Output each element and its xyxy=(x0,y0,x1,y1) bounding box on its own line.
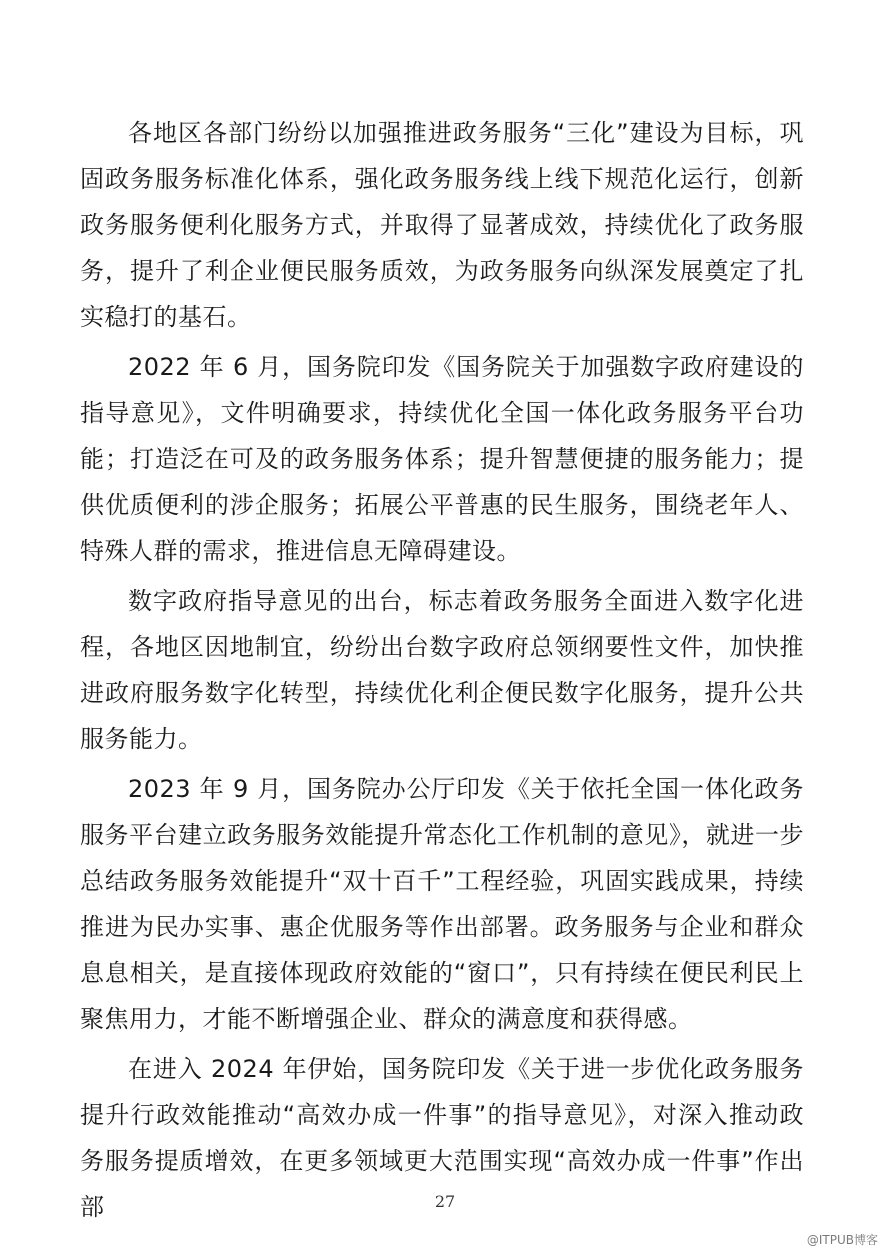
paragraph: 2023 年 9 月，国务院办公厅印发《关于依托全国一体化政务服务平台建立政务服务效能提升常态化工作机制的意见》，就进一步总结政务服务效能提升“双十百千”工程经验，巩固实践成果，持续推进为民办实事、惠企优服务等作出部署。政务服务与企业和群众息息相关，是直接体现政府效能的“窗口”，只有持续在便民利民上聚焦用力，才能不断增强企业、群众的满意度和获得感。 xyxy=(80,775,804,1033)
paragraph: 数字政府指导意见的出台，标志着政务服务全面进入数字化进程，各地区因地制宜，纷纷出台数字政府总领纲要性文件，加快推进政府服务数字化转型，持续优化利企便民数字化服务，提升公共服务能力。 xyxy=(80,587,804,753)
paragraph: 各地区各部门纷纷以加强推进政务服务“三化”建设为目标，巩固政务服务标准化体系，强化政务服务线上线下规范化运行，创新政务服务便利化服务方式，并取得了显著成效，持续优化了政务服务，提升了利企业便民服务质效，为政务服务向纵深发展奠定了扎实稳打的基石。 xyxy=(80,119,804,331)
watermark-text: @ITPUB博客 xyxy=(806,1233,878,1247)
paragraph: 2022 年 6 月，国务院印发《国务院关于加强数字政府建设的指导意见》，文件明确要求，持续优化全国一体化政务服务平台功能；打造泛在可及的政务服务体系；提升智慧便捷的服务能力；提供优质便利的涉企服务；拓展公平普惠的民生服务，围绕老年人、特殊人群的需求，推进信息无障碍建设。 xyxy=(80,353,804,565)
page-number: 27 xyxy=(434,1192,456,1211)
document-body xyxy=(80,110,804,1230)
paragraph: 在进入 2024 年伊始，国务院印发《关于进一步优化政务服务提升行政效能推动“高效办成一件事”的指导意见》，对深入推动政务服务提质增效，在更多领域更大范围实现“高效办成一件事”作出部 xyxy=(80,1055,804,1221)
